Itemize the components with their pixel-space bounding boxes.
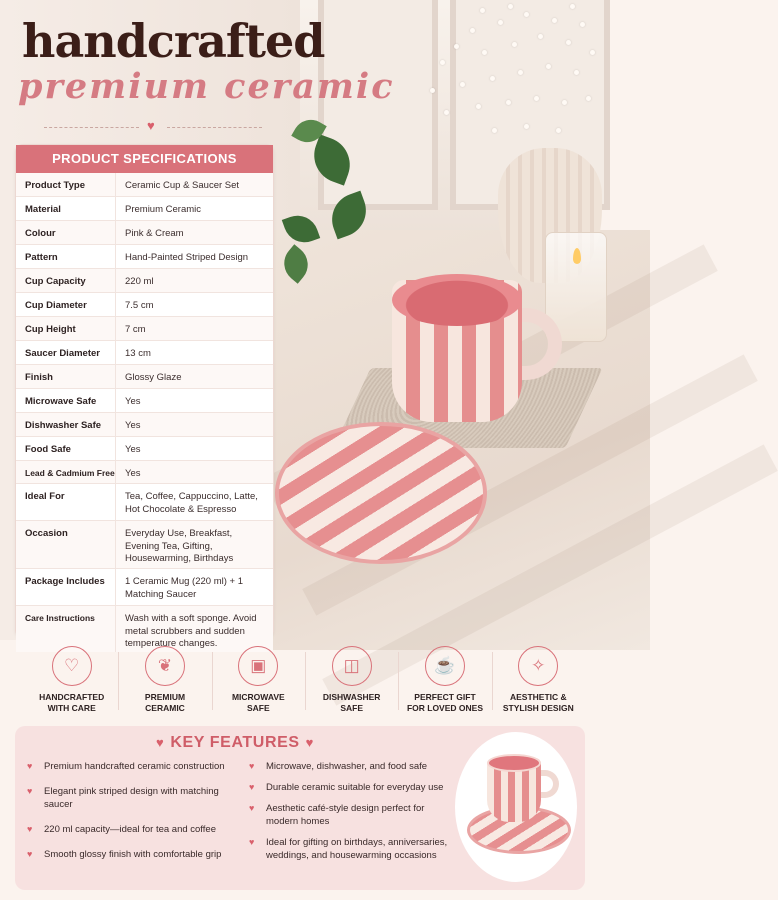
heart-bullet-icon: ♥: [249, 837, 255, 847]
spec-value: Yes: [125, 396, 141, 407]
page-title: handcrafted: [22, 14, 325, 68]
spec-label: Microwave Safe: [16, 389, 116, 412]
gift-mug-icon: ☕: [425, 646, 465, 686]
spec-row: [16, 221, 273, 245]
feature-badge-label: PREMIUM CERAMIC: [144, 692, 186, 713]
candle-flame: [573, 248, 581, 264]
spec-row: [16, 173, 273, 197]
spec-row: [16, 245, 273, 269]
key-features-left: [27, 760, 237, 861]
feature-badge: [25, 646, 118, 718]
spec-label: Finish: [16, 365, 116, 388]
spec-value: Ceramic Cup & Saucer Set: [125, 180, 240, 191]
spec-label: Care Instructions: [16, 606, 116, 652]
spec-row: [16, 484, 273, 521]
dishwasher-icon: ◫: [332, 646, 372, 686]
spec-label: Colour: [16, 221, 116, 244]
heart-bullet-icon: ♥: [249, 761, 255, 771]
spec-value: Yes: [125, 420, 141, 431]
spec-row: [16, 365, 273, 389]
spec-value: Premium Ceramic: [125, 204, 202, 215]
spec-label: Cup Capacity: [16, 269, 116, 292]
heart-bullet-icon: ♥: [27, 786, 33, 796]
spec-row: [16, 521, 273, 569]
spec-row: [16, 269, 273, 293]
spec-value: Everyday Use, Breakfast, Evening Tea, Gifting, Housewarming, Birthdays: [125, 528, 234, 564]
feature-badge: [492, 646, 585, 718]
feature-badge-label: DISHWASHER SAFE: [322, 692, 381, 713]
heart-bullet-icon: ♥: [27, 761, 33, 771]
spec-label: Cup Height: [16, 317, 116, 340]
key-feature-item: ♥ Premium handcrafted ceramic construction: [27, 761, 225, 772]
heart-bullet-icon: ♥: [249, 803, 255, 813]
key-feature-item: ♥ Elegant pink striped design with matching saucer: [27, 786, 219, 810]
spec-label: Package Includes: [16, 569, 116, 605]
heart-bullet-icon: ♥: [249, 782, 255, 792]
spec-label: Lead & Cadmium Free: [16, 461, 116, 483]
spec-value: 220 ml: [125, 276, 154, 287]
key-feature-item: ♥ Microwave, dishwasher, and food safe: [249, 761, 428, 772]
feature-badge: [305, 646, 398, 718]
spec-row: [16, 197, 273, 221]
spec-row: [16, 569, 273, 606]
spec-value: Pink & Cream: [125, 228, 184, 239]
spec-row: [16, 341, 273, 365]
spec-value: 7 cm: [125, 324, 146, 335]
spec-label: Cup Diameter: [16, 293, 116, 316]
spec-label: Dishwasher Safe: [16, 413, 116, 436]
heart-bullet-icon: ♥: [27, 849, 33, 859]
key-feature-item: ♥ 220 ml capacity—ideal for tea and coffee: [27, 824, 216, 835]
mug-rim: [392, 274, 522, 326]
spec-value: Yes: [125, 444, 141, 455]
heart-icon: ♥: [156, 735, 165, 750]
feature-badge: [118, 646, 211, 718]
spec-row: [16, 437, 273, 461]
spec-value: Tea, Coffee, Cappuccino, Latte, Hot Chocolate & Espresso: [125, 491, 258, 515]
spec-value: Glossy Glaze: [125, 372, 182, 383]
key-feature-item: ♥ Ideal for gifting on birthdays, anniversaries, weddings, and housewarming occasions: [249, 837, 448, 861]
key-features-right: [249, 760, 459, 862]
spec-label: Saucer Diameter: [16, 341, 116, 364]
spec-value: Yes: [125, 468, 141, 479]
heart-bullet-icon: ♥: [27, 824, 33, 834]
page-subtitle: premium ceramic: [18, 66, 395, 107]
specifications-heading: PRODUCT SPECIFICATIONS: [16, 145, 273, 173]
product-thumbnail: [455, 732, 577, 882]
spec-row: [16, 461, 273, 484]
spec-value: Wash with a soft sponge. Avoid metal scrubbers and sudden temperature changes.: [125, 613, 257, 649]
sparkle-icon: ✧: [518, 646, 558, 686]
feature-badge-label: PERFECT GIFT FOR LOVED ONES: [406, 692, 483, 713]
key-features-panel: [15, 726, 585, 890]
spec-label: Ideal For: [16, 484, 116, 520]
feature-badge: [398, 646, 491, 718]
spec-label: Food Safe: [16, 437, 116, 460]
spec-row: [16, 293, 273, 317]
spec-row: [16, 413, 273, 437]
feature-badges: [25, 646, 585, 718]
striped-saucer: [275, 422, 487, 564]
spec-label: Occasion: [16, 521, 116, 568]
spec-label: Material: [16, 197, 116, 220]
feature-badge-label: MICROWAVE SAFE: [231, 692, 285, 713]
hands-heart-icon: ♡: [52, 646, 92, 686]
spec-label: Product Type: [16, 173, 116, 196]
babys-breath-flowers: [420, 0, 600, 165]
feature-badge: [212, 646, 305, 718]
heart-divider: [44, 118, 262, 133]
spec-value: Hand-Painted Striped Design: [125, 252, 249, 263]
spec-label: Pattern: [16, 245, 116, 268]
spec-value: 13 cm: [125, 348, 151, 359]
microwave-icon: ▣: [238, 646, 278, 686]
spec-value: 1 Ceramic Mug (220 ml) + 1 Matching Saucer: [125, 576, 243, 600]
key-feature-item: ♥ Aesthetic café-style design perfect for modern homes: [249, 803, 425, 827]
heart-icon: ♥: [305, 735, 314, 750]
spec-row: [16, 389, 273, 413]
feature-badge-label: AESTHETIC & STYLISH DESIGN: [502, 692, 574, 713]
leaf-icon: ❦: [145, 646, 185, 686]
spec-row: [16, 317, 273, 341]
key-feature-item: ♥ Smooth glossy finish with comfortable grip: [27, 849, 222, 860]
heart-icon: ♥: [147, 118, 155, 133]
spec-value: 7.5 cm: [125, 300, 154, 311]
specifications-table: [15, 144, 274, 649]
key-feature-item: ♥ Durable ceramic suitable for everyday use: [249, 782, 444, 793]
feature-badge-label: HANDCRAFTED WITH CARE: [39, 692, 105, 713]
key-features-heading: ♥ KEY FEATURES ♥: [156, 734, 314, 751]
